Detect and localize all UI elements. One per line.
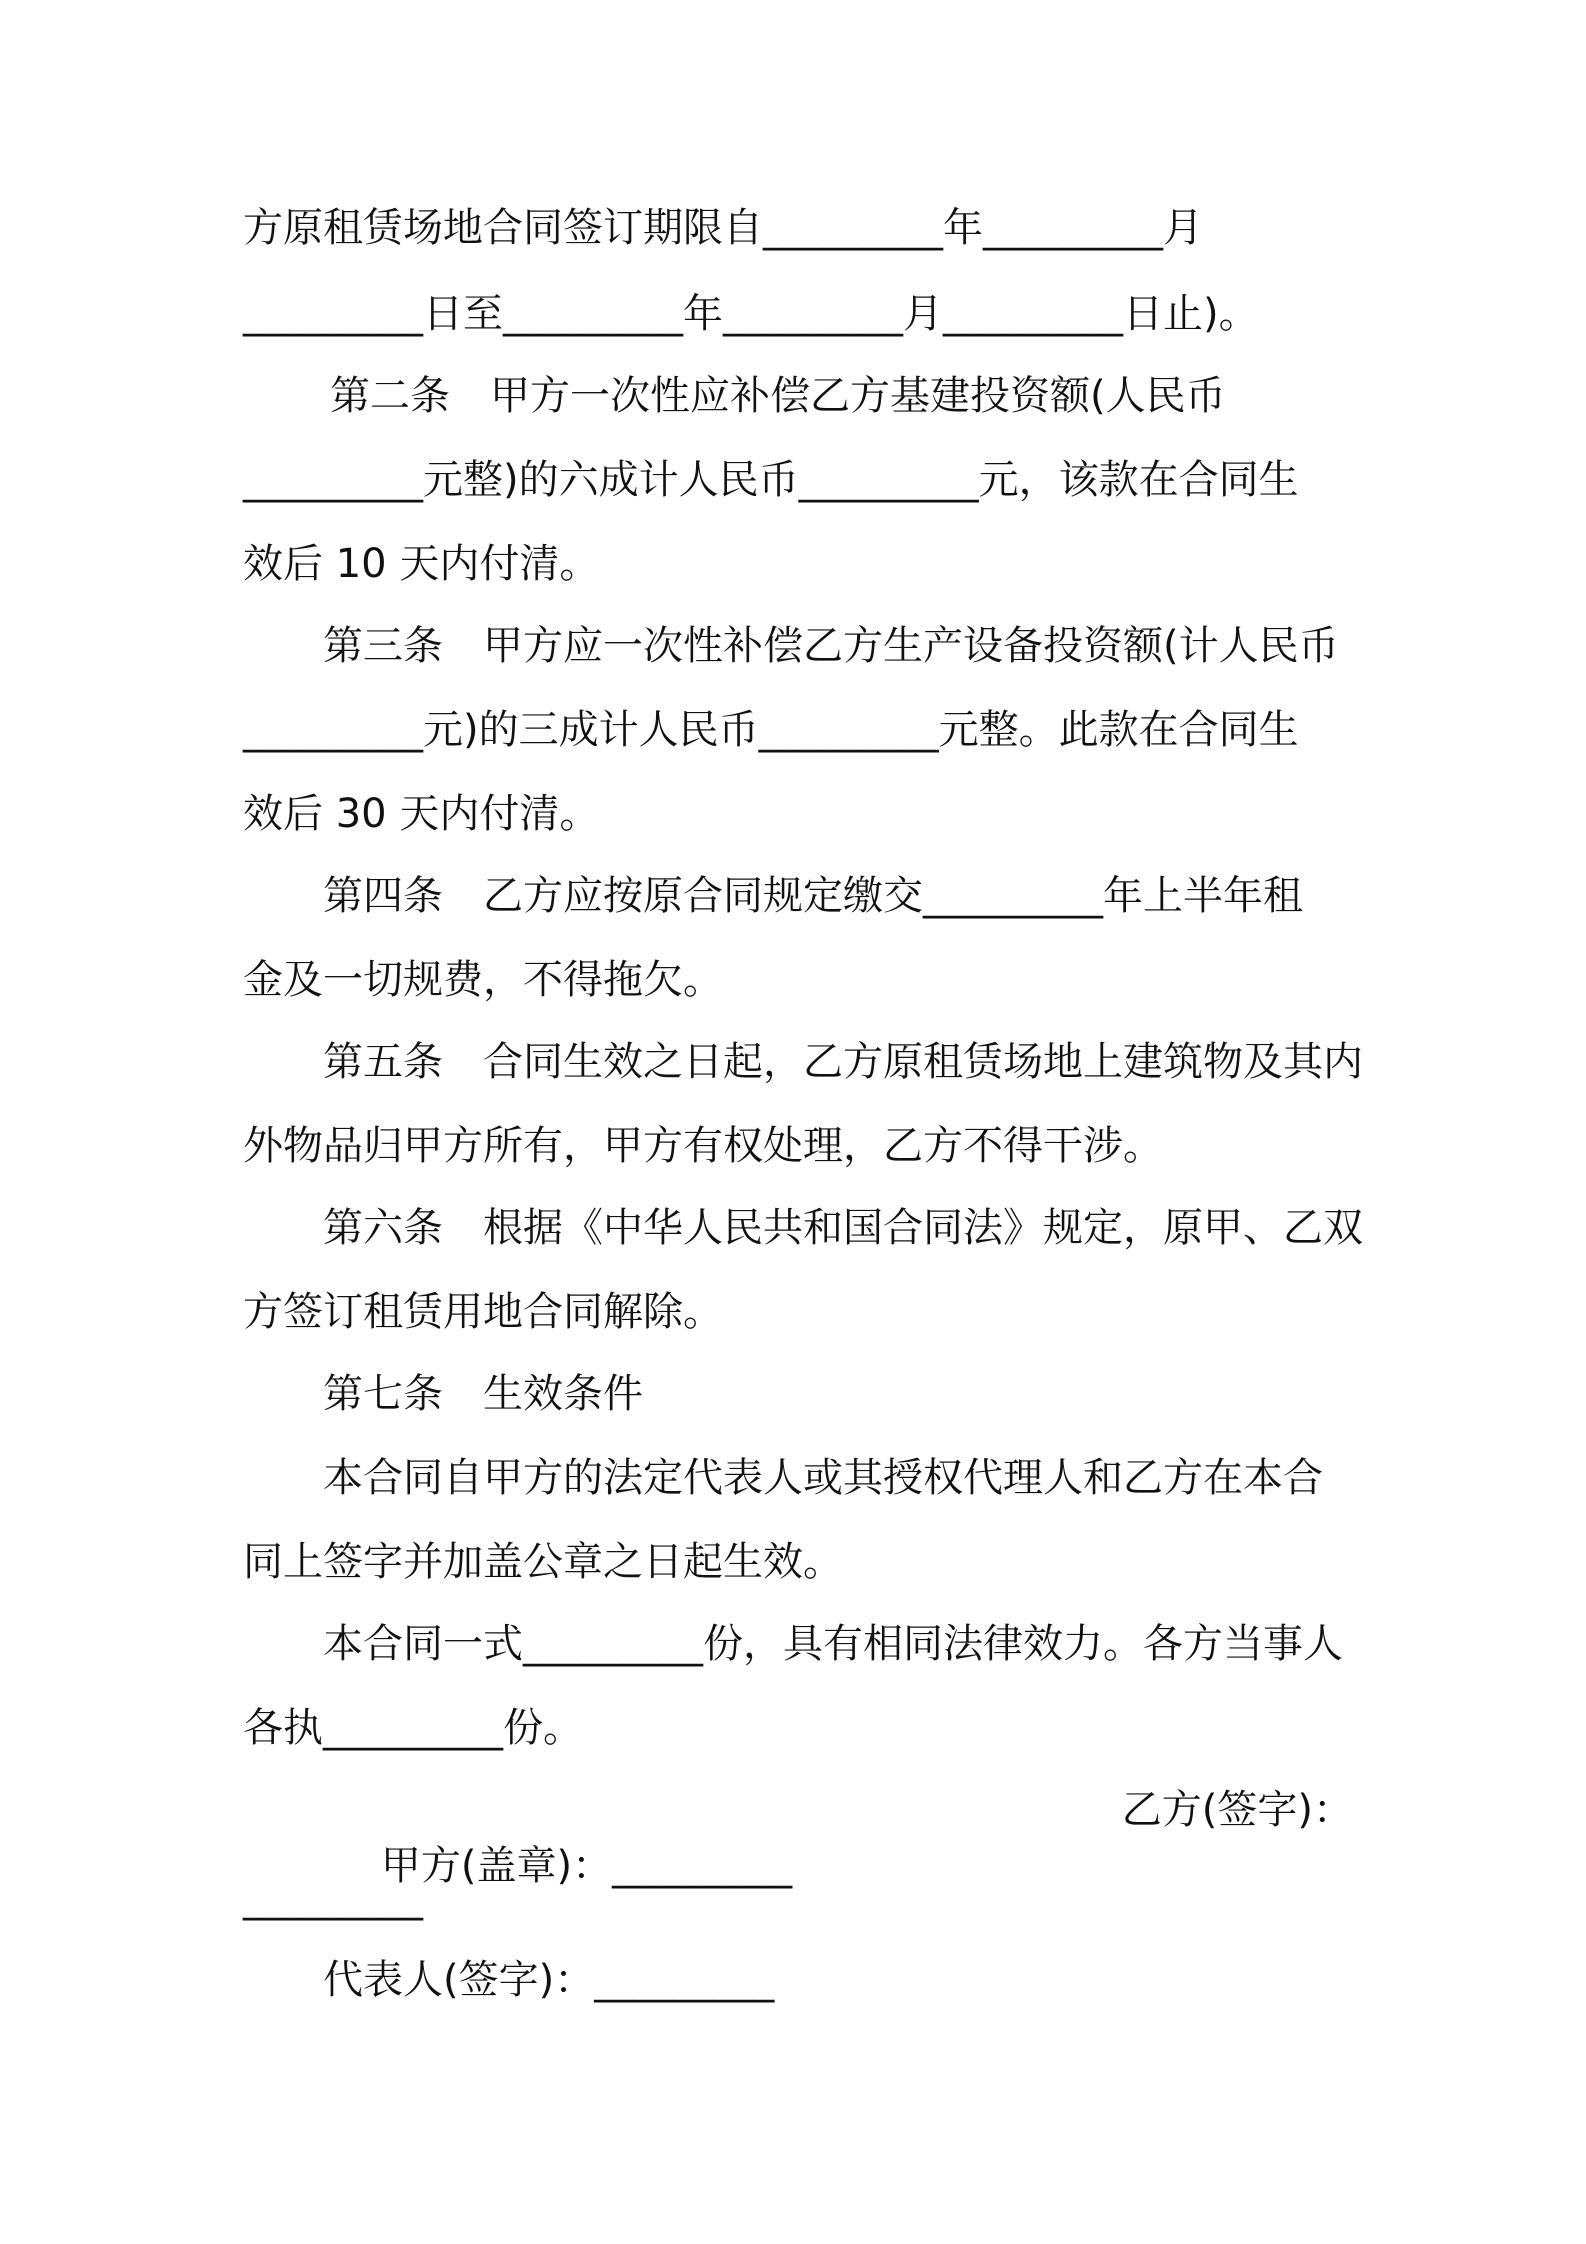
article-7-heading: 第七条 生效条件 xyxy=(323,1371,643,1417)
article-3-line-2: _________元)的三成计人民币_________元整。此款在合同生 xyxy=(243,707,1299,753)
article-6-line-1: 第六条 根据《中华人民共和国合同法》规定，原甲、乙双 xyxy=(323,1205,1363,1251)
article-6-line-2: 方签订租赁用地合同解除。 xyxy=(243,1289,723,1335)
signature-row xyxy=(330,1782,1353,1889)
copies-paragraph-line-1: 本合同一式_________份，具有相同法律效力。各方当事人 xyxy=(323,1621,1343,1667)
article-2-line-2: _________元整)的六成计人民币_________元，该款在合同生 xyxy=(243,457,1299,503)
party-b-signature: 乙方(签字)： xyxy=(1121,1787,1353,1833)
article-4-line-2: 金及一切规费，不得拖欠。 xyxy=(243,957,723,1003)
article-5-line-2: 外物品归甲方所有，甲方有权处理，乙方不得干涉。 xyxy=(243,1123,1163,1169)
article-2-line-1: 第二条 甲方一次性应补偿乙方基建投资额(人民币 xyxy=(330,373,1226,419)
article-4-line-1: 第四条 乙方应按原合同规定缴交_________年上半年租 xyxy=(323,873,1303,919)
copies-paragraph-line-2: 各执_________份。 xyxy=(243,1705,583,1751)
text-line-2: _________日至_________年_________月_________日止)。 xyxy=(243,291,1259,337)
effect-paragraph-line-2: 同上签字并加盖公章之日起生效。 xyxy=(243,1539,843,1585)
text-line-1: 方原租赁场地合同签订期限自_________年_________月 xyxy=(243,205,1203,251)
party-a-seal: 甲方(盖章)：_________ xyxy=(380,1843,793,1889)
article-2-line-3: 效后 10 天内付清。 xyxy=(243,541,600,587)
article-5-line-1: 第五条 合同生效之日起，乙方原租赁场地上建筑物及其内 xyxy=(323,1039,1363,1085)
representative-signature: 代表人(签字)：_________ xyxy=(323,1957,775,2003)
article-3-line-3: 效后 30 天内付清。 xyxy=(243,791,600,837)
party-b-signature-blank: _________ xyxy=(243,1875,423,1921)
article-3-line-1: 第三条 甲方应一次性补偿乙方生产设备投资额(计人民币 xyxy=(323,623,1339,669)
effect-paragraph-line-1: 本合同自甲方的法定代表人或其授权代理人和乙方在本合 xyxy=(323,1455,1323,1501)
